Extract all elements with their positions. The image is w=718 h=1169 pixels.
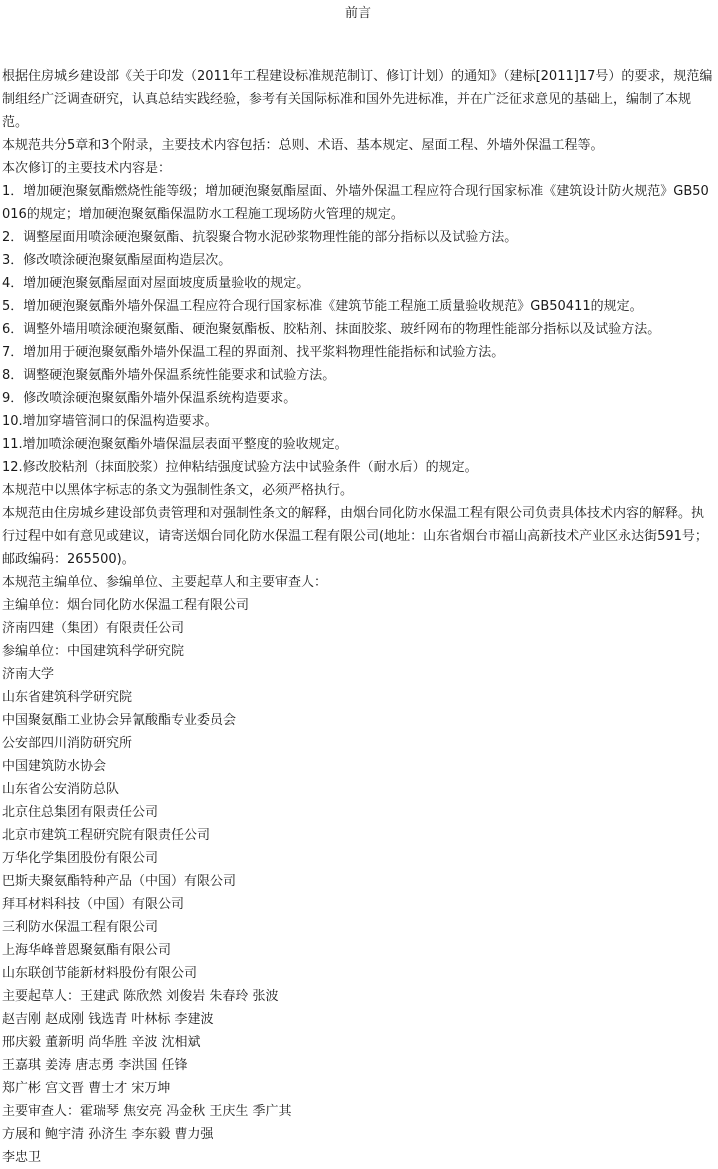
paragraph: 济南四建（集团）有限责任公司 <box>2 621 185 636</box>
paragraph: 郑广彬 宫文晋 曹士才 宋万坤 <box>2 1081 171 1096</box>
paragraph: 济南大学 <box>2 667 55 682</box>
paragraph: 主要审查人：霍瑞琴 焦安亮 冯金秋 王庆生 季广其 <box>2 1104 292 1119</box>
paragraph: 9．修改喷涂硬泡聚氨酯外墙外保温系统构造要求。 <box>2 391 297 406</box>
page-title: 前言 <box>344 6 371 21</box>
paragraph: 1．增加硬泡聚氨酯燃烧性能等级；增加硬泡聚氨酯屋面、外墙外保温工程应符合现行国家标准《建筑设计防火规范》GB50016的规定；增加硬泡聚氨酯保温防水工程施工现场防火管理的规定。 <box>2 184 709 222</box>
paragraph: 参编单位：中国建筑科学研究院 <box>2 644 185 659</box>
paragraph: 公安部四川消防研究所 <box>2 736 133 751</box>
paragraph: 王嘉琪 姜涛 唐志勇 李洪国 任锋 <box>2 1058 188 1073</box>
paragraph: 根据住房城乡建设部《关于印发（2011年工程建设标准规范制订、修订计划）的通知》（建标[2011]17号）的要求，规范编制组经广泛调查研究，认真总结实践经验，参考有关国际标准和国外先进标准，并在广泛征求意见的基础上，编制了本规范。 <box>2 69 713 130</box>
document-body <box>2 65 714 1169</box>
paragraph: 本次修订的主要技术内容是： <box>2 161 172 176</box>
paragraph: 北京市建筑工程研究院有限责任公司 <box>2 828 211 843</box>
paragraph: 山东省公安消防总队 <box>2 782 120 797</box>
paragraph: 拜耳材料科技（中国）有限公司 <box>2 897 185 912</box>
paragraph: 本规范共分5章和3个附录，主要技术内容包括：总则、术语、基本规定、屋面工程、外墙外保温工程等。 <box>2 138 604 153</box>
paragraph: 山东联创节能新材料股份有限公司 <box>2 966 198 981</box>
paragraph: 主要起草人：王建武 陈欣然 刘俊岩 朱春玲 张波 <box>2 989 279 1004</box>
paragraph: 山东省建筑科学研究院 <box>2 690 133 705</box>
paragraph: 李忠卫 <box>2 1150 42 1165</box>
paragraph: 上海华峰普恩聚氨酯有限公司 <box>2 943 172 958</box>
paragraph: 2．调整屋面用喷涂硬泡聚氨酯、抗裂聚合物水泥砂浆物理性能的部分指标以及试验方法。 <box>2 230 518 245</box>
paragraph: 本规范中以黑体字标志的条文为强制性条文，必须严格执行。 <box>2 483 354 498</box>
paragraph: 赵吉刚 赵成刚 钱选青 叶林标 李建波 <box>2 1012 214 1027</box>
paragraph: 12.修改胶粘剂（抹面胶浆）拉伸粘结强度试验方法中试验条件（耐水后）的规定。 <box>2 460 478 475</box>
paragraph: 巴斯夫聚氨酯特种产品（中国）有限公司 <box>2 874 237 889</box>
paragraph: 方展和 鲍宇清 孙济生 李东毅 曹力强 <box>2 1127 214 1142</box>
paragraph: 本规范由住房城乡建设部负责管理和对强制性条文的解释，由烟台同化防水保温工程有限公司负责具体技术内容的解释。执行过程中如有意见或建议，请寄送烟台同化防水保温工程有限公司(地址：山东省烟台市福山高新技术产业区永达街591号；邮政编码：265500)。 <box>2 506 708 567</box>
paragraph: 11.增加喷涂硬泡聚氨酯外墙保温层表面平整度的验收规定。 <box>2 437 348 452</box>
paragraph: 10.增加穿墙管洞口的保温构造要求。 <box>2 414 218 429</box>
paragraph: 三利防水保温工程有限公司 <box>2 920 159 935</box>
paragraph: 7．增加用于硬泡聚氨酯外墙外保温工程的界面剂、找平浆料物理性能指标和试验方法。 <box>2 345 505 360</box>
paragraph: 4．增加硬泡聚氨酯屋面对屋面坡度质量验收的规定。 <box>2 276 310 291</box>
paragraph: 6．调整外墙用喷涂硬泡聚氨酯、硬泡聚氨酯板、胶粘剂、抹面胶浆、玻纤网布的物理性能部分指标以及试验方法。 <box>2 322 661 337</box>
paragraph: 中国建筑防水协会 <box>2 759 107 774</box>
paragraph: 邢庆毅 董新明 尚华胜 辛波 沈相斌 <box>2 1035 201 1050</box>
paragraph: 中国聚氨酯工业协会异氰酸酯专业委员会 <box>2 713 237 728</box>
paragraph: 8．调整硬泡聚氨酯外墙外保温系统性能要求和试验方法。 <box>2 368 336 383</box>
paragraph: 5．增加硬泡聚氨酯外墙外保温工程应符合现行国家标准《建筑节能工程施工质量验收规范》GB50411的规定。 <box>2 299 643 314</box>
paragraph: 万华化学集团股份有限公司 <box>2 851 159 866</box>
paragraph: 3．修改喷涂硬泡聚氨酯屋面构造层次。 <box>2 253 232 268</box>
paragraph: 本规范主编单位、参编单位、主要起草人和主要审查人： <box>2 575 328 590</box>
paragraph: 主编单位：烟台同化防水保温工程有限公司 <box>2 598 250 613</box>
paragraph: 北京住总集团有限责任公司 <box>2 805 159 820</box>
